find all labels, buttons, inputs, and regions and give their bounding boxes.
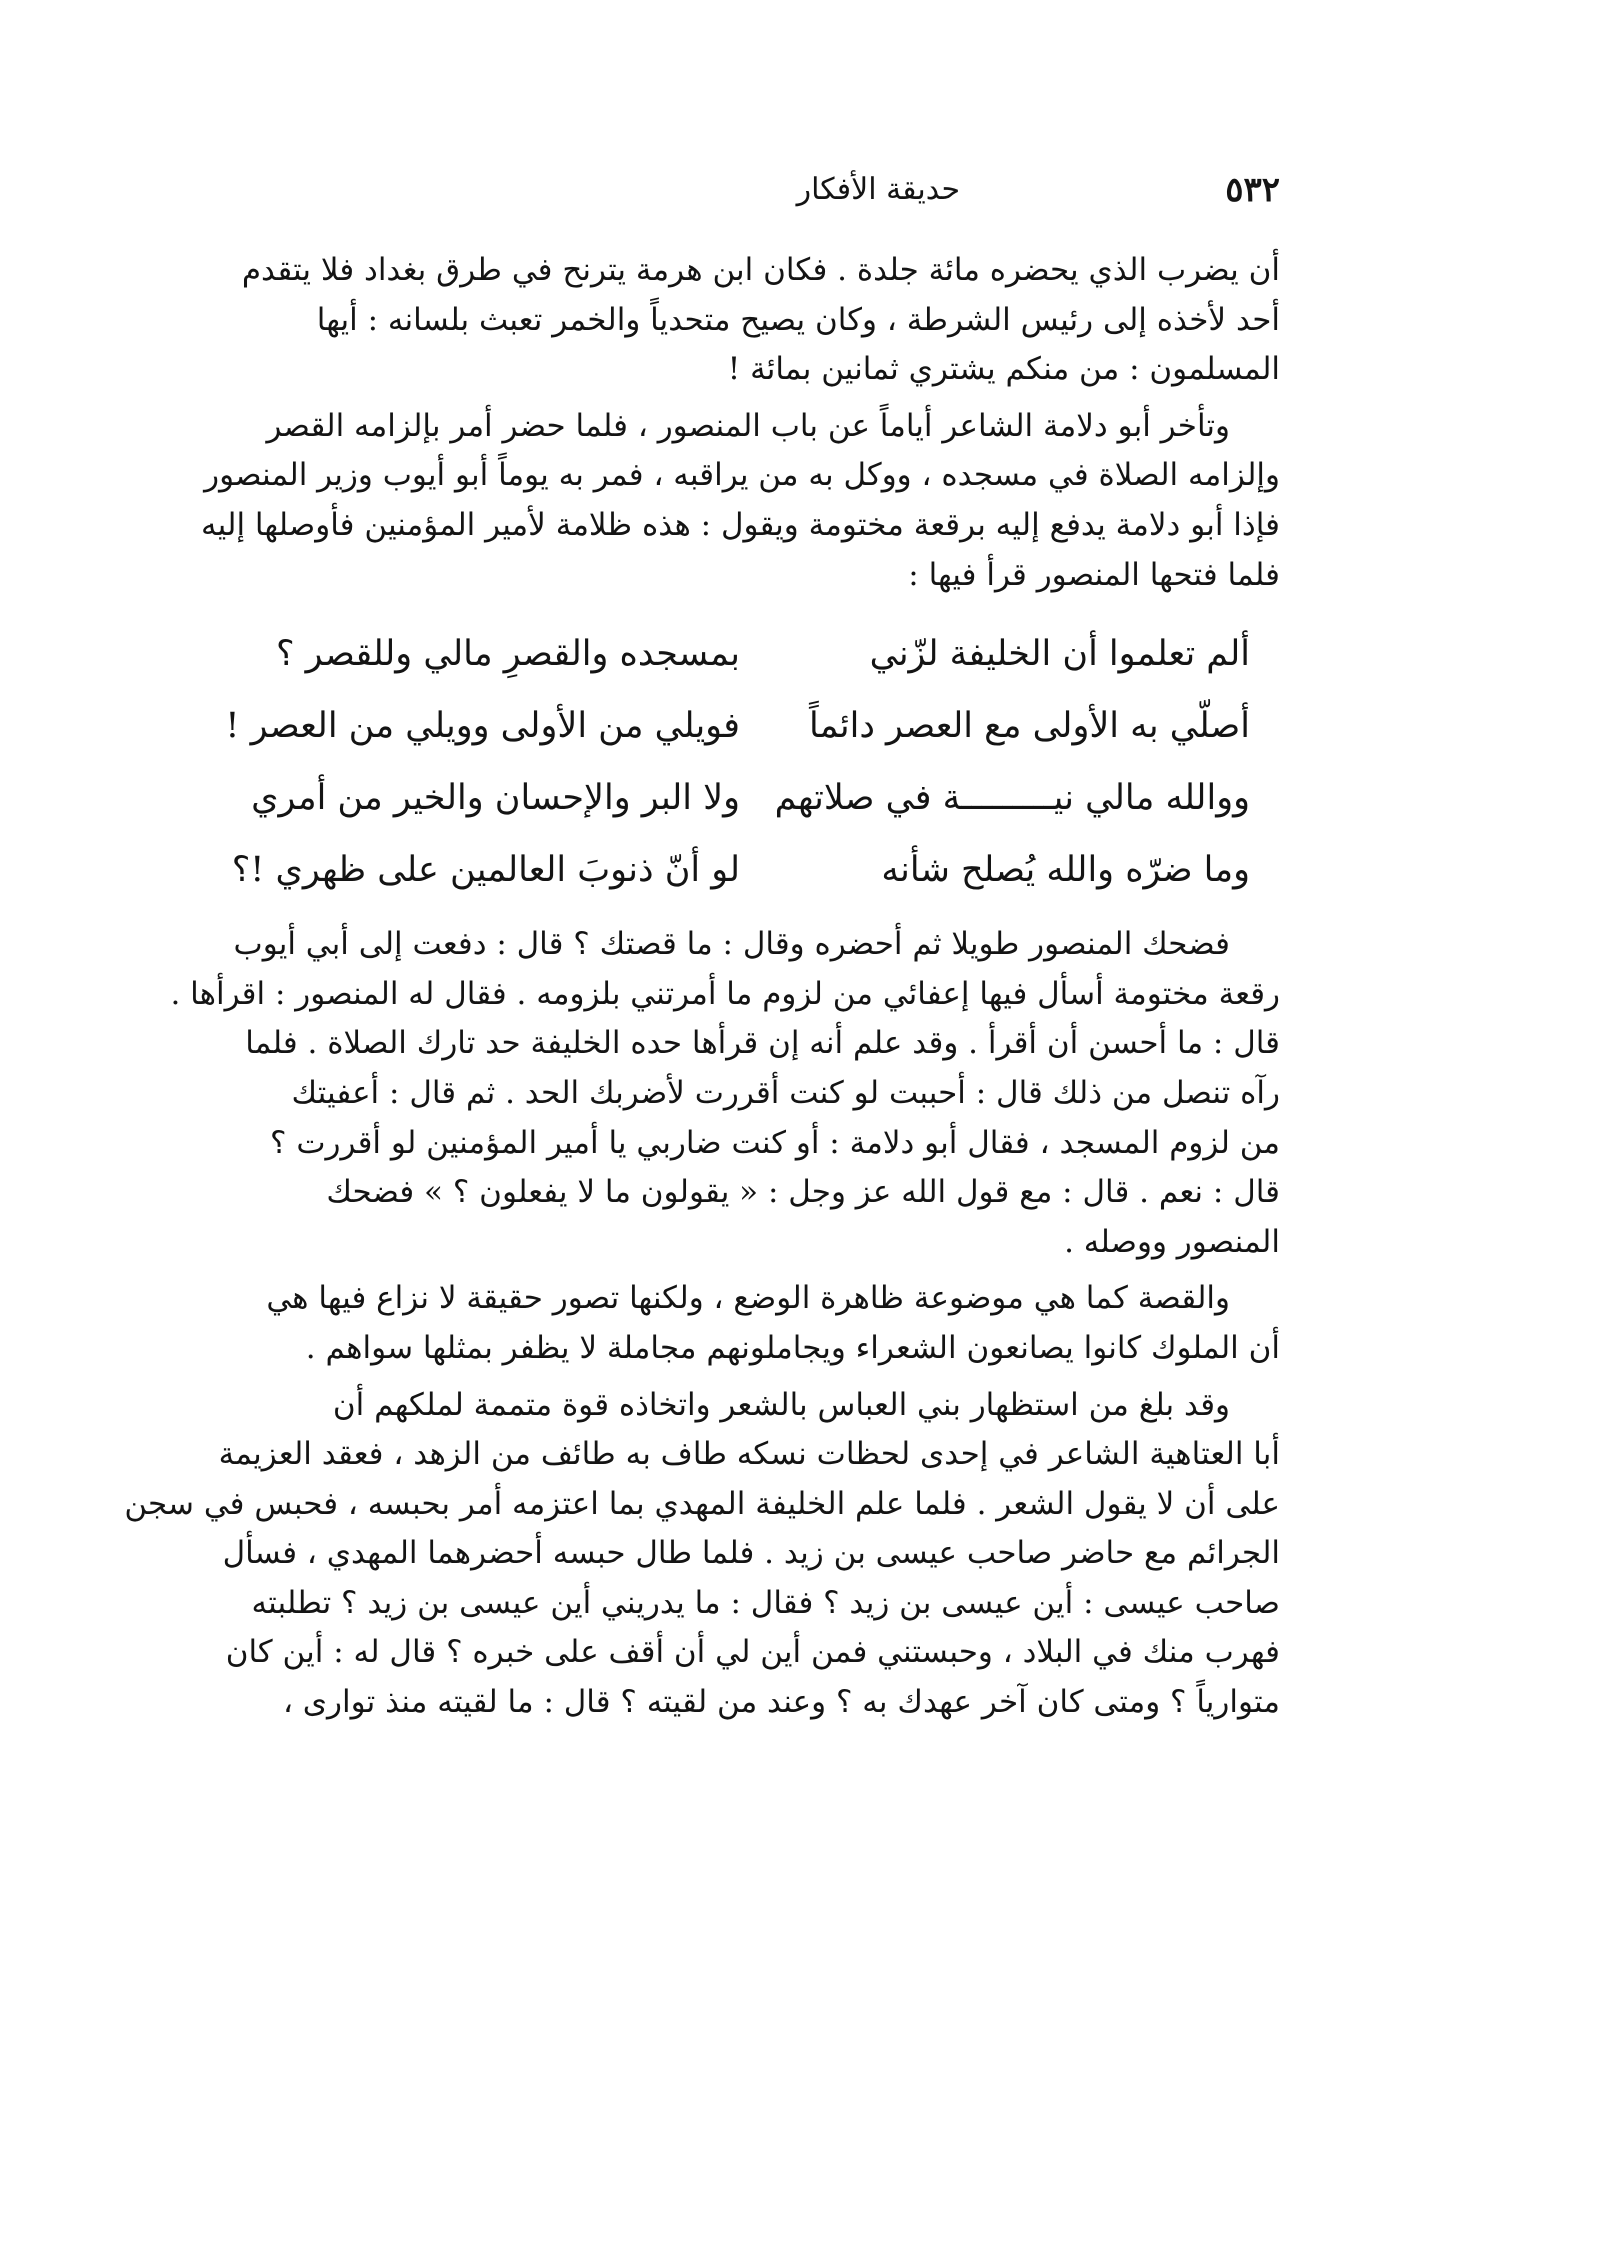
text-line: من لزوم المسجد ، فقال أبو دلامة : أو كنت ضاربي يا أمير المؤمنين لو أقررت ؟ — [270, 1124, 1280, 1161]
text-line: قال : نعم . قال : مع قول الله عز وجل : « يقولون ما لا يفعلون ؟ » فضحك — [326, 1174, 1280, 1211]
text-line: والقصة كما هي موضوعة ظاهرة الوضع ، ولكنها تصور حقيقة لا نزاع فيها هي — [266, 1280, 1230, 1317]
text-line: صاحب عيسى : أين عيسى بن زيد ؟ فقال : ما يدريني أين عيسى بن زيد ؟ تطلبته — [251, 1584, 1280, 1621]
page-body — [124, 246, 1280, 1735]
text-line: أن الملوك كانوا يصانعون الشعراء ويجاملونهم مجاملة لا يظفر بمثلها سواهم . — [305, 1329, 1280, 1366]
verse-first-hemistich: وما ضرّه والله يُصلح شأنه — [881, 850, 1250, 891]
text-line: وإلزامه الصلاة في مسجده ، ووكل به من يراقبه ، فمر به يوماً أبو أيوب وزير المنصور — [204, 457, 1280, 494]
poem-verse — [231, 834, 1280, 906]
paragraph — [241, 246, 1280, 395]
paragraph — [266, 1274, 1280, 1373]
page-header — [320, 160, 1280, 220]
text-line: أن يضرب الذي يحضره مائة جلدة . فكان ابن هرمة يترنح في طرق بغداد فلا يتقدم — [241, 252, 1280, 288]
text-line: أحد لأخذه إلى رئيس الشرطة ، وكان يصيح متحدياً والخمر تعبث بلسانه : أيها — [316, 301, 1280, 338]
text-line: أبا العتاهية الشاعر في إحدى لحظات نسكه طاف به طائف من الزهد ، فعقد العزيمة — [218, 1436, 1280, 1473]
running-title: حديقة الأفكار — [796, 172, 960, 207]
poem — [225, 618, 1280, 906]
verse-second-hemistich: ولا البر والإحسان والخير من أمري — [251, 778, 740, 819]
verse-first-hemistich: ووالله مالي نيـــــــــة في صلاتهم — [774, 778, 1250, 819]
text-line: رآه تنصل من ذلك قال : أحببت لو كنت أقررت لأضربك الحد . ثم قال : أعفيتك — [291, 1074, 1280, 1111]
text-line: الجرائم مع حاضر صاحب عيسى بن زيد . فلما طال حبسه أحضرهما المهدي ، فسأل — [222, 1535, 1280, 1572]
text-line: متوارياً ؟ ومتى كان آخر عهدك به ؟ وعند من لقيته ؟ قال : ما لقيته منذ توارى ، — [282, 1684, 1280, 1721]
poem-verse — [275, 618, 1280, 690]
text-line: فهرب منك في البلاد ، وحبستني فمن أين لي أن أقف على خبره ؟ قال له : أين كان — [225, 1634, 1280, 1671]
text-line: المنصور ووصله . — [1064, 1223, 1280, 1260]
text-line: على أن لا يقول الشعر . فلما علم الخليفة المهدي بما اعتزمه أمر بحبسه ، فحبس في سجن — [124, 1485, 1280, 1522]
poem-verse — [251, 762, 1280, 834]
verse-first-hemistich: ألم تعلموا أن الخليفة لزّني — [869, 634, 1250, 675]
paragraph — [170, 920, 1280, 1267]
text-line: فلما فتحها المنصور قرأ فيها : — [908, 556, 1280, 593]
text-line: وقد بلغ من استظهار بني العباس بالشعر واتخاذه قوة متممة لملكهم أن — [332, 1386, 1230, 1423]
verse-first-hemistich: أصلّي به الأولى مع العصر دائماً — [808, 706, 1250, 747]
text-line: فإذا أبو دلامة يدفع إليه برقعة مختومة ويقول : هذه ظلامة لأمير المؤمنين فأوصلها إليه — [201, 506, 1280, 543]
verse-second-hemistich: لو أنّ ذنوبَ العالمين على ظهري !؟ — [231, 850, 740, 891]
verse-second-hemistich: فويلي من الأولى وويلي من العصر ! — [225, 706, 740, 747]
paragraph — [124, 1381, 1280, 1728]
text-line: المسلمون : من منكم يشتري ثمانين بمائة ! — [727, 351, 1280, 388]
poem-verse — [225, 690, 1280, 762]
text-line: وتأخر أبو دلامة الشاعر أياماً عن باب المنصور ، فلما حضر أمر بإلزامه القصر — [266, 407, 1230, 444]
page-number: ٥٣٢ — [1225, 170, 1280, 210]
verse-second-hemistich: بمسجده والقصرِ مالي وللقصر ؟ — [275, 634, 740, 675]
text-line: رقعة مختومة أسأل فيها إعفائي من لزوم ما أمرتني بلزومه . فقال له المنصور : اقرأها . — [170, 975, 1280, 1012]
text-line: فضحك المنصور طويلا ثم أحضره وقال : ما قصتك ؟ قال : دفعت إلى أبي أيوب — [233, 926, 1230, 963]
text-line: قال : ما أحسن أن أقرأ . وقد علم أنه إن قرأها حده الخليفة حد تارك الصلاة . فلما — [245, 1025, 1280, 1062]
paragraph — [201, 402, 1280, 600]
